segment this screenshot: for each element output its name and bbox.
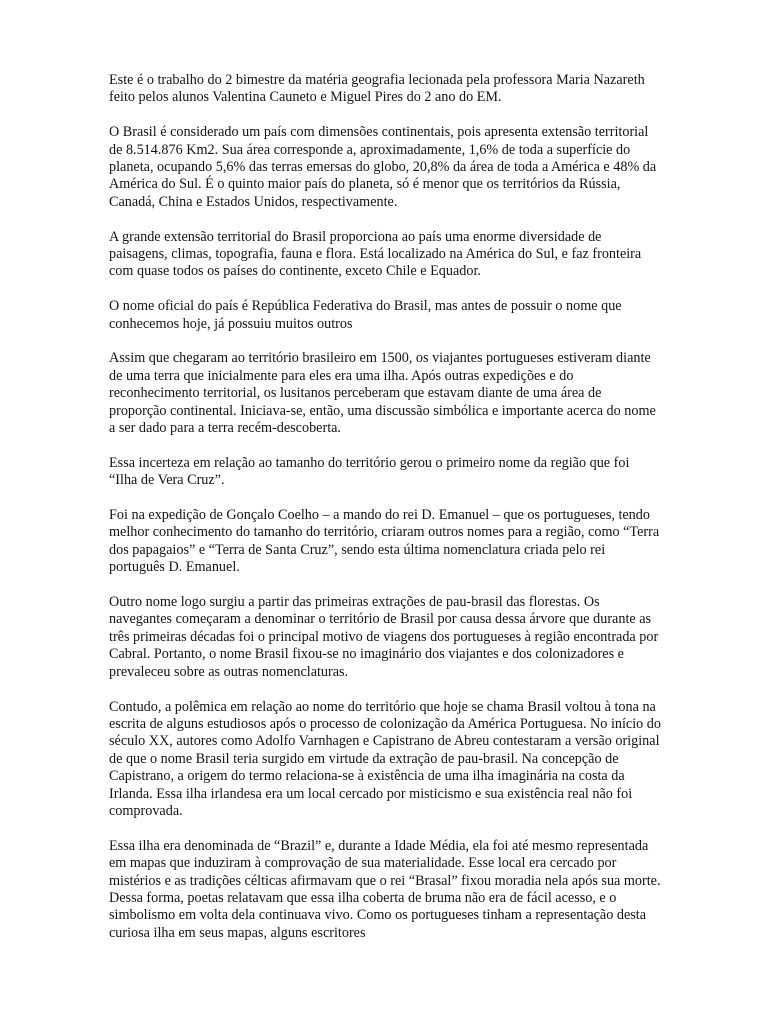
document-body xyxy=(109,72,661,960)
paragraph-ilha-brazil: Essa ilha era denominada de “Brazil” e, durante a Idade Média, ela foi até mesmo representada em mapas que induziram à comprovação de sua materialidade. Esse local era cercado por mistérios e as tradições célticas afirmavam que o rei “Brasal” fixou moradia nela após sua morte. Dessa forma, poetas relatavam que essa ilha coberta de bruma não era de fácil acesso, e o simbolismo em volta dela continuava vivo. Como os portugueses tinham a representação desta curiosa ilha em seus mapas, alguns escritores xyxy=(109,837,661,941)
paragraph-official-name: O nome oficial do país é República Federativa do Brasil, mas antes de possuir o nome que conhecemos hoje, já possuiu muitos outros xyxy=(109,298,622,332)
paragraph-arrival-1500: Assim que chegaram ao território brasileiro em 1500, os viajantes portugueses estiveram diante de uma terra que inicialmente para eles era uma ilha. Após outras expedições e do reconhecimento territorial, os lusitanos perceberam que estavam diante de uma área de proporção continental. Iniciava-se, então, uma discussão simbólica e importante acerca do nome a ser dado para a terra recém-descoberta. xyxy=(109,350,656,437)
paragraph-ilha-vera-cruz: Essa incerteza em relação ao tamanho do território gerou o primeiro nome da região que foi “Ilha de Vera Cruz”. xyxy=(109,454,630,489)
paragraph-pau-brasil: Outro nome logo surgiu a partir das primeiras extrações de pau-brasil das florestas. Os navegantes começaram a denominar o território de Brasil por causa dessa árvore que durante as três primeiras décadas foi o principal motivo de viagens dos portugueses à região encontrada por Cabral. Portanto, o nome Brasil fixou-se no imaginário dos viajantes e dos colonizadores e prevaleceu sobre as outras nomenclaturas. xyxy=(109,594,659,680)
paragraph-brazil-dimensions: O Brasil é considerado um país com dimensões continentais, pois apresenta extensão territorial de 8.514.876 Km2. Sua área corresponde a, aproximadamente, 1,6% de toda a superfície do planeta, ocupando 5,6% das terras emersas do globo, 20,8% da área de toda a América e 48% da América do Sul. É o quinto maior país do planeta, só é menor que os territórios da Rússia, Canadá, China e Estados Unidos, respectivamente. xyxy=(109,124,657,210)
paragraph-polemica-nome: Contudo, a polêmica em relação ao nome do território que hoje se chama Brasil voltou à tona na escrita de alguns estudiosos após o processo de colonização da América Portuguesa. No início do século XX, autores como Adolfo Varnhagen e Capistrano de Abreu contestaram a versão original de que o nome Brasil teria surgido em virtude da extração de pau-brasil. Na concepção de Capistrano, a origem do termo relaciona-se à existência de uma ilha imaginária na costa da Irlanda. Essa ilha irlandesa era um local cercado por misticismo e sua existência real não foi comprovada. xyxy=(109,698,661,819)
paragraph-goncalo-coelho: Foi na expedição de Gonçalo Coelho – a mando do rei D. Emanuel – que os portugueses, tendo melhor conhecimento do tamanho do território, criaram outros nomes para a região, como “Terra dos papagaios” e “Terra de Santa Cruz”, sendo esta última nomenclatura criada pelo rei português D. Emanuel. xyxy=(109,507,660,576)
intro-paragraph: Este é o trabalho do 2 bimestre da matéria geografia lecionada pela professora Maria Nazareth feito pelos alunos Valentina Cauneto e Miguel Pires do 2 ano do EM. xyxy=(109,72,645,106)
paragraph-territorial-diversity: A grande extensão territorial do Brasil proporciona ao país uma enorme diversidade de paisagens, climas, topografia, fauna e flora. Está localizado na América do Sul, e faz fronteira com quase todos os países do continente, exceto Chile e Equador. xyxy=(109,228,642,280)
